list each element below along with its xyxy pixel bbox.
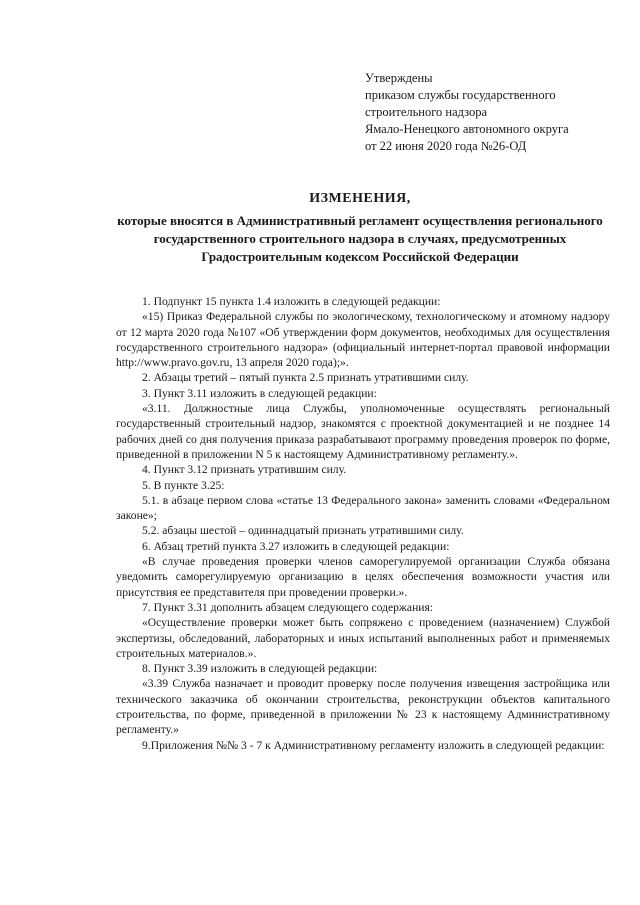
approval-line: приказом службы государственного — [365, 88, 556, 102]
paragraph: 4. Пункт 3.12 признать утратившим силу. — [142, 463, 347, 477]
paragraph: «Осуществление проверки может быть сопряжено с проведением (назначением) Службой экспертизы, обследований, лабораторных и иных испытаний выполненных работ и применяемых строительных материалов.». — [116, 616, 610, 660]
approval-line: строительного надзора — [365, 105, 488, 119]
approval-line: Утверждены — [365, 71, 433, 85]
approval-line: от 22 июня 2020 года №26-ОД — [365, 139, 527, 153]
paragraph: 6. Абзац третий пункта 3.27 изложить в следующей редакции: — [142, 539, 450, 553]
paragraph: 5.1. в абзаце первом слова «статье 13 Федерального закона» заменить словами «Федеральном законе»; — [116, 493, 610, 523]
document-body — [116, 294, 610, 753]
paragraph: 2. Абзацы третий – пятый пункта 2.5 признать утратившими силу. — [142, 371, 469, 385]
paragraph: «В случае проведения проверки членов саморегулируемой организации Служба обязана уведомить саморегулируемую организацию в целях обеспечения возможности участия или присутствия ее представителя при проведении проверки.». — [116, 555, 610, 599]
paragraph: 8. Пункт 3.39 изложить в следующей редакции: — [142, 662, 378, 676]
paragraph: 1. Подпункт 15 пункта 1.4 изложить в следующей редакции: — [142, 295, 441, 308]
paragraph: 3. Пункт 3.11 изложить в следующей редакции: — [142, 386, 377, 400]
paragraph: «3.11. Должностные лица Службы, уполномоченные осуществлять региональный государственный строительный надзор, знакомятся с проектной документацией и не позднее 14 рабочих дней со дня получения приказа разрабатывают программу проведения проверок по форме, приведенной в приложении N 5 к настоящему Административному регламенту.». — [116, 402, 610, 461]
paragraph: 5.2. абзацы шестой – одиннадцатый признать утратившими силу. — [142, 524, 464, 538]
approval-block — [365, 70, 625, 155]
title-heading: ИЗМЕНЕНИЯ, — [309, 191, 411, 206]
paragraph: 7. Пункт 3.31 дополнить абзацем следующего содержания: — [142, 600, 434, 614]
paragraph: 9.Приложения №№ 3 - 7 к Административному регламенту изложить в следующей редакции: — [142, 738, 605, 752]
document-title — [100, 190, 620, 266]
title-subtitle: которые вносятся в Административный регламент осуществления регионального государственного строительного надзора в случаях, предусмотренных Градостроительным кодексом Российской Федерации — [117, 213, 603, 264]
paragraph: «15) Приказ Федеральной службы по экологическому, технологическому и атомному надзору от 12 марта 2020 года №107 «Об утверждении форм документов, необходимых для осуществления государственного строительного надзора» (официальный интернет-портал правовой информации http://www.pravo.gov.ru, 13 апреля 2020 года);». — [116, 310, 610, 370]
approval-line: Ямало-Ненецкого автономного округа — [365, 122, 569, 136]
paragraph: 5. В пункте 3.25: — [142, 478, 225, 492]
paragraph: «3.39 Служба назначает и проводит проверку после получения извещения застройщика или технического заказчика об окончании строительства, реконструкции объектов капитального строительства, по форме, приведенной в приложении № 23 к настоящему Административному регламенту.» — [116, 677, 610, 737]
